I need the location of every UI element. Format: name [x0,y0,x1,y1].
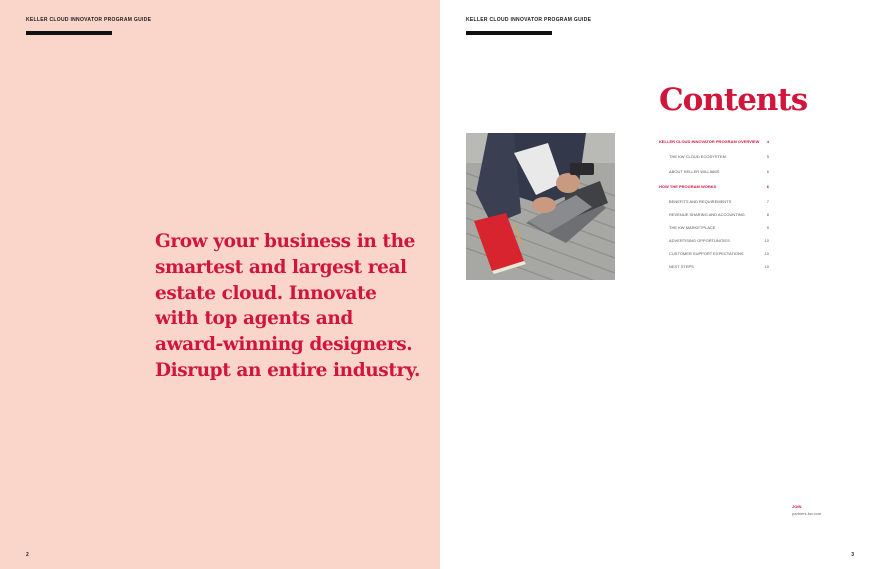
toc-item-label: THE KW MARKETPLACE [669,225,716,230]
toc-item-label: KELLER CLOUD INNOVATOR PROGRAM OVERVIEW [659,139,760,144]
toc-item-page: 7 [766,199,769,204]
page-number: 3 [851,552,854,558]
guide-title: KELLER CLOUD INNOVATOR PROGRAM GUIDE [26,17,152,23]
join-url[interactable]: partners.kw.com [792,511,822,516]
header-rule [466,31,552,35]
laptop-photo [466,133,615,280]
toc-item[interactable] [659,151,769,166]
toc-item[interactable] [659,196,769,209]
toc-item-label: BENEFITS AND REQUIREMENTS [669,199,732,204]
toc-item[interactable] [659,261,769,274]
toc-item-label: THE KW CLOUD ECOSYSTEM [669,154,726,159]
page-number: 2 [26,552,29,558]
toc-item-page: 9 [766,225,769,230]
toc-item-page: 10 [764,251,769,256]
toc-item[interactable] [659,222,769,235]
right-page [440,0,880,569]
toc-item-page: 4 [766,139,769,144]
toc-item[interactable] [659,136,769,151]
toc-item[interactable] [659,235,769,248]
contents-title: Contents [659,82,808,118]
toc-item-label: ADVERTISING OPPORTUNITIES [669,238,730,243]
toc-item-page: 10 [764,264,769,269]
toc-item-page: 10 [764,238,769,243]
headline: Grow your business in the smartest and largest real estate cloud. Innovate with top agents and award-winning designers. Disrupt an entire industry. [155,231,421,381]
guide-title: KELLER CLOUD INNOVATOR PROGRAM GUIDE [466,17,592,23]
toc-item-page: 6 [766,184,769,189]
toc-item-label: HOW THE PROGRAM WORKS [659,184,717,189]
toc-item-page: 6 [766,169,769,174]
toc-item-label: ABOUT KELLER WILLIAMS [669,169,720,174]
toc-item-page: 5 [766,154,769,159]
header-rule [26,31,112,35]
toc-item-label: NEXT STEPS [669,264,694,269]
toc-item[interactable] [659,166,769,181]
toc-item-label: CUSTOMER SUPPORT EXPECTATIONS [669,251,744,256]
table-of-contents [659,136,769,274]
toc-item-page: 8 [766,212,769,217]
join-label: JOIN [792,504,802,509]
toc-item[interactable] [659,181,769,196]
toc-item[interactable] [659,209,769,222]
toc-item-label: REVENUE SHARING AND ACCOUNTING [669,212,745,217]
toc-item[interactable] [659,248,769,261]
